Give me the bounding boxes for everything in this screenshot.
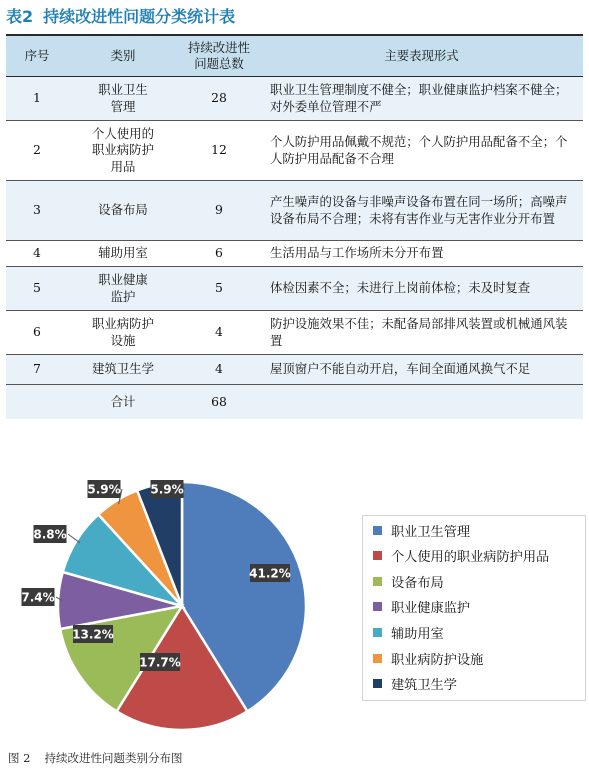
cell-desc: 产生噪声的设备与非噪声设备布置在同一场所；高噪声设备布局不合理；未将有害作业与无害作业分开布置 [260, 181, 583, 241]
table-body [6, 77, 583, 419]
cell-total-desc [260, 385, 583, 419]
category-line: 职业病防护 [92, 142, 154, 158]
cell-category [68, 311, 178, 355]
legend-swatch [373, 602, 382, 611]
legend-swatch [373, 679, 382, 688]
data-label: 41.2% [249, 566, 291, 581]
table-row [6, 311, 583, 355]
cell-no: 4 [6, 241, 68, 267]
category-line: 职业病防护 [92, 316, 154, 332]
cell-count: 4 [178, 355, 260, 385]
cell-category [68, 77, 178, 121]
table-total-row [6, 385, 583, 419]
figure-title: 持续改进性问题类别分布图 [44, 751, 183, 765]
data-label: 8.8% [33, 527, 67, 542]
cell-count: 5 [178, 267, 260, 311]
figure-number: 图 2 [8, 751, 31, 765]
header-count-line2: 问题总数 [194, 56, 244, 71]
cell-desc: 屋顶窗户不能自动开启，车间全面通风换气不足 [260, 355, 583, 385]
legend-item [373, 622, 444, 642]
legend-label: 设备布局 [391, 575, 444, 591]
legend-swatch [373, 526, 382, 535]
legend-item [373, 597, 470, 617]
category-line: 设施 [110, 332, 136, 348]
cell-category [68, 355, 178, 385]
cell-desc: 生活用品与工作场所未分开布置 [260, 241, 583, 267]
legend-swatch [373, 654, 382, 663]
header-count [178, 35, 260, 77]
table-row [6, 355, 583, 385]
cell-count: 6 [178, 241, 260, 267]
legend-label: 职业卫生管理 [391, 524, 471, 540]
stats-table [6, 34, 583, 419]
legend-item [373, 648, 483, 668]
category-line: 职业健康 [98, 272, 148, 288]
category-line: 用品 [110, 158, 136, 174]
cell-category [68, 241, 178, 267]
legend-item [373, 674, 457, 694]
cell-no: 5 [6, 267, 68, 311]
table-row [6, 121, 583, 181]
legend-label: 辅助用室 [391, 626, 444, 642]
cell-no: 3 [6, 181, 68, 241]
cell-desc: 体检因素不全；未进行上岗前体检；未及时复查 [260, 267, 583, 311]
legend-swatch [373, 628, 382, 637]
data-label: 5.9% [87, 482, 121, 497]
table-row [6, 241, 583, 267]
legend-label: 个人使用的职业病防护用品 [391, 550, 550, 566]
category-line: 职业卫生 [98, 82, 148, 98]
legend-item [373, 520, 470, 540]
cell-count: 28 [178, 77, 260, 121]
table-row [6, 77, 583, 121]
data-label: 13.2% [72, 627, 114, 642]
cell-category [68, 181, 178, 241]
cell-category [68, 267, 178, 311]
header-no: 序号 [6, 35, 68, 77]
cell-no: 2 [6, 121, 68, 181]
cell-desc: 防护设施效果不佳；未配备局部排风装置或机械通风装置 [260, 311, 583, 355]
cell-count: 12 [178, 121, 260, 181]
header-category: 类别 [68, 35, 178, 77]
data-label: 5.9% [150, 482, 184, 497]
header-desc: 主要表现形式 [260, 35, 583, 77]
data-label: 7.4% [21, 590, 55, 605]
legend-label: 职业健康监护 [391, 601, 471, 617]
legend-swatch [373, 551, 382, 560]
legend-item [373, 546, 549, 566]
category-line: 设备布局 [98, 202, 148, 218]
header-count-line1: 持续改进性 [188, 39, 250, 55]
table-row [6, 181, 583, 241]
category-line: 个人使用的 [92, 126, 154, 142]
category-line: 监护 [110, 288, 136, 304]
table-header-row [6, 35, 583, 77]
table-title: 持续改进性问题分类统计表 [43, 7, 236, 26]
category-line: 辅助用室 [98, 245, 148, 261]
data-label: 17.7% [139, 655, 181, 670]
cell-total-count: 68 [178, 385, 260, 419]
cell-desc: 个人防护用品佩戴不规范；个人防护用品配备不全；个人防护用品配备不合理 [260, 121, 583, 181]
figure-caption [8, 750, 182, 766]
legend-label: 建筑卫生学 [391, 678, 457, 694]
cell-count: 9 [178, 181, 260, 241]
legend-swatch [373, 577, 382, 586]
cell-no: 6 [6, 311, 68, 355]
cell-total-spacer [6, 385, 68, 419]
cell-count: 4 [178, 311, 260, 355]
table-caption [6, 4, 235, 27]
chart-legend [362, 515, 586, 701]
table-row [6, 267, 583, 311]
legend-item [373, 571, 444, 591]
category-line: 管理 [110, 98, 136, 114]
cell-desc: 职业卫生管理制度不健全；职业健康监护档案不健全；对外委单位管理不严 [260, 77, 583, 121]
category-line: 建筑卫生学 [92, 361, 154, 377]
legend-label: 职业病防护设施 [391, 652, 484, 668]
cell-no: 1 [6, 77, 68, 121]
table-number: 表2 [6, 7, 34, 26]
cell-no: 7 [6, 355, 68, 385]
cell-category [68, 121, 178, 181]
cell-total-label: 合计 [68, 385, 178, 419]
